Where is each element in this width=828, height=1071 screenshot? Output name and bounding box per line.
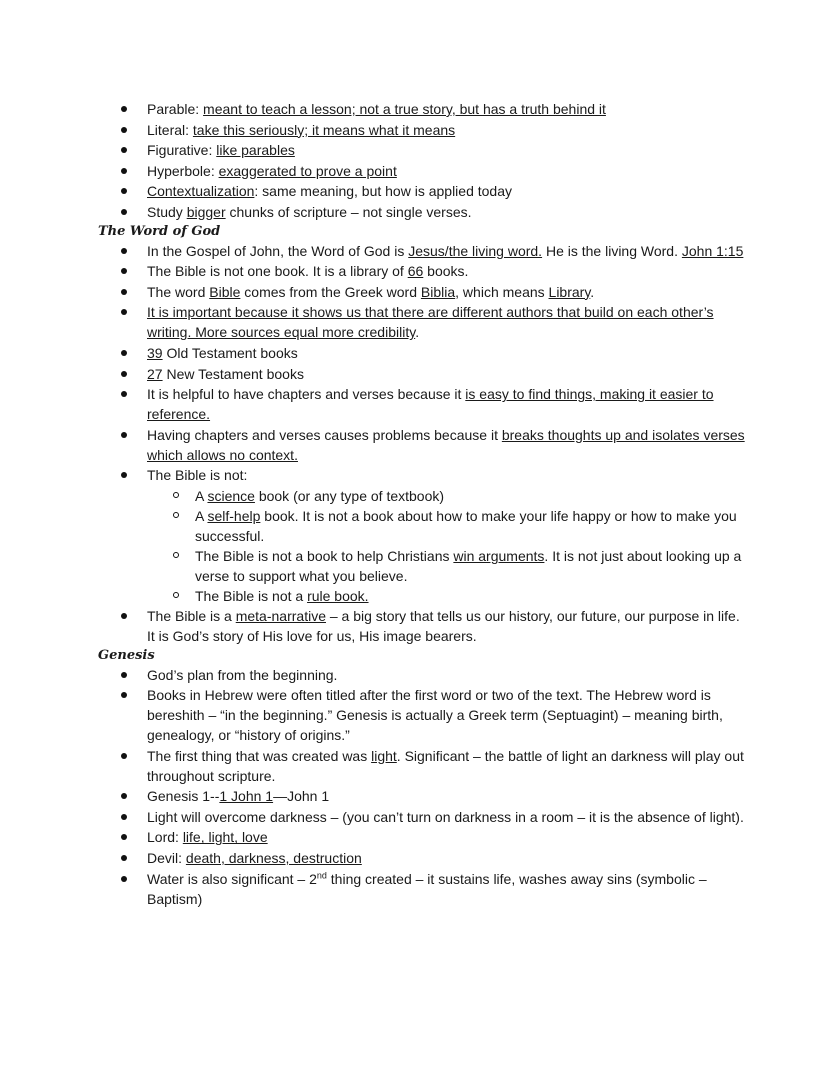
list-item: Parable: meant to teach a lesson; not a true story, but has a truth behind it <box>98 99 748 119</box>
list-item: Study bigger chunks of scripture – not single verses. <box>98 202 748 222</box>
notes-content <box>98 99 748 909</box>
bullet-icon <box>121 793 127 799</box>
bible-is-not-sublist <box>98 486 748 606</box>
bullet-icon <box>121 309 127 315</box>
bullet-icon <box>121 209 127 215</box>
circle-bullet-icon <box>173 492 179 498</box>
genesis-list <box>98 665 748 909</box>
bullet-icon <box>121 289 127 295</box>
list-item: The word Bible comes from the Greek word Biblia, which means Library. <box>98 282 748 302</box>
list-item: Literal: take this seriously; it means what it means <box>98 120 748 140</box>
bullet-icon <box>121 472 127 478</box>
section-heading-genesis: Genesis <box>98 647 155 663</box>
bullet-icon <box>121 692 127 698</box>
sub-list-item: The Bible is not a book to help Christians win arguments. It is not just about looking up a verse to support what you believe. <box>147 546 748 586</box>
bullet-icon <box>121 371 127 377</box>
list-item: God’s plan from the beginning. <box>98 665 748 685</box>
list-item: The Bible is not one book. It is a library of 66 books. <box>98 261 748 281</box>
list-item: Contextualization: same meaning, but how is applied today <box>98 181 748 201</box>
list-item: Devil: death, darkness, destruction <box>98 848 748 868</box>
circle-bullet-icon <box>173 592 179 598</box>
sub-list-item: The Bible is not a rule book. <box>147 586 748 606</box>
bullet-icon <box>121 834 127 840</box>
list-item-bible-is-not: The Bible is not: <box>98 465 748 485</box>
bullet-icon <box>121 876 127 882</box>
intro-list <box>98 99 748 222</box>
list-item: In the Gospel of John, the Word of God is Jesus/the living word. He is the living Word. John 1:15 <box>98 241 748 261</box>
bullet-icon <box>121 188 127 194</box>
list-item: 27 New Testament books <box>98 364 748 384</box>
bullet-icon <box>121 268 127 274</box>
list-item: Lord: life, light, love <box>98 827 748 847</box>
bullet-icon <box>121 248 127 254</box>
word-of-god-list <box>98 241 748 486</box>
list-item: Books in Hebrew were often titled after the first word or two of the text. The Hebrew word is bereshith – “in the beginning.” Genesis is actually a Greek term (Septuagint) – meaning birth, genealogy, or “history of origins.” <box>98 685 748 745</box>
list-item: Water is also significant – 2nd thing created – it sustains life, washes away sins (symbolic – Baptism) <box>98 869 748 909</box>
bullet-icon <box>121 391 127 397</box>
bullet-icon <box>121 432 127 438</box>
list-item: It is important because it shows us that there are different authors that build on each other’s writing. More sources equal more credibility. <box>98 302 748 342</box>
list-item: Genesis 1--1 John 1—John 1 <box>98 786 748 806</box>
bullet-icon <box>121 814 127 820</box>
bullet-icon <box>121 106 127 112</box>
list-item: Hyperbole: exaggerated to prove a point <box>98 161 748 181</box>
bullet-icon <box>121 350 127 356</box>
list-item: 39 Old Testament books <box>98 343 748 363</box>
section-heading-word-of-god: The Word of God <box>98 223 221 239</box>
list-item: Having chapters and verses causes problems because it breaks thoughts up and isolates verses which allows no context. <box>98 425 748 465</box>
bullet-icon <box>121 127 127 133</box>
list-item: Figurative: like parables <box>98 140 748 160</box>
circle-bullet-icon <box>173 512 179 518</box>
bullet-icon <box>121 753 127 759</box>
list-item: The first thing that was created was light. Significant – the battle of light an darkness will play out throughout scripture. <box>98 746 748 786</box>
bullet-icon <box>121 168 127 174</box>
circle-bullet-icon <box>173 552 179 558</box>
bullet-icon <box>121 613 127 619</box>
bullet-icon <box>121 672 127 678</box>
bullet-icon <box>121 147 127 153</box>
sub-list-item: A science book (or any type of textbook) <box>147 486 748 506</box>
meta-narrative-list <box>98 606 748 646</box>
list-item: Light will overcome darkness – (you can’t turn on darkness in a room – it is the absence of light). <box>98 807 748 827</box>
sub-list-item: A self-help book. It is not a book about how to make your life happy or how to make you successful. <box>147 506 748 546</box>
bullet-icon <box>121 855 127 861</box>
list-item: The Bible is a meta-narrative – a big story that tells us our history, our future, our purpose in life. It is God’s story of His love for us, His image bearers. <box>98 606 748 646</box>
list-item: It is helpful to have chapters and verses because it is easy to find things, making it easier to reference. <box>98 384 748 424</box>
